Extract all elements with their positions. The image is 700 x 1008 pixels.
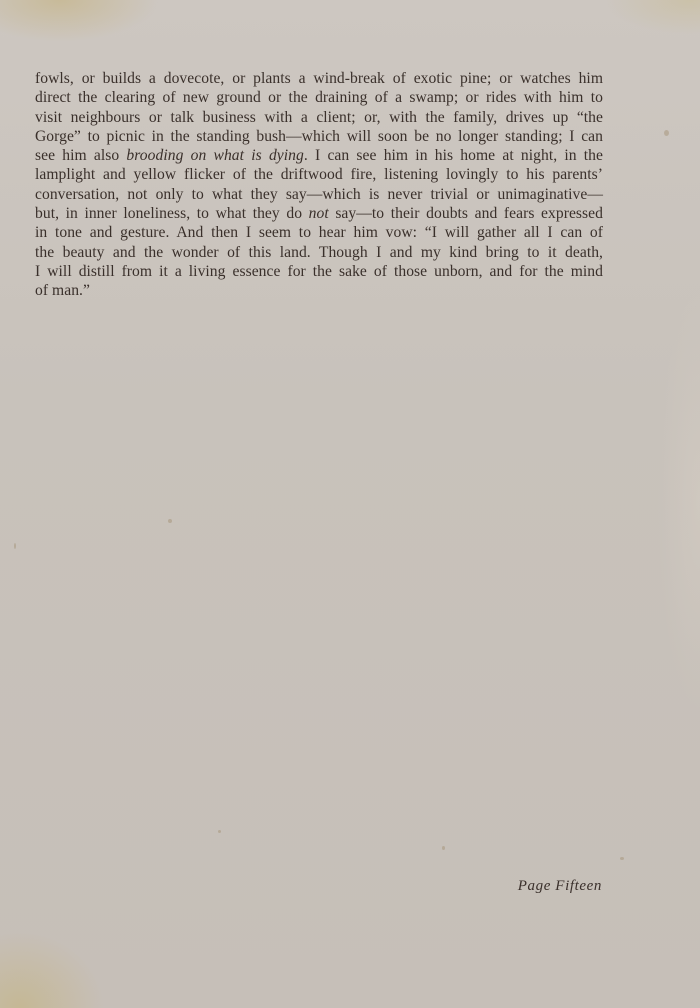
paper-speck (14, 543, 16, 549)
text-line (35, 204, 603, 223)
text-line: of man.” (35, 282, 90, 300)
page-number: Page Fifteen (517, 878, 602, 894)
paper-speck (664, 130, 669, 136)
text-line: I will distill from it a living essence for the sake of those unborn, and for the mind (35, 262, 603, 280)
text-run: see him also (35, 147, 127, 165)
text-line: direct the clearing of new ground or the draining of a swamp; or rides with him to (35, 89, 603, 107)
text-run: but, in inner loneliness, to what they do (35, 205, 309, 223)
emphasized-phrase: brooding on what is dying (126, 147, 304, 165)
text-line (35, 146, 603, 165)
paper-speck (620, 857, 624, 860)
body-paragraph (35, 69, 603, 301)
text-line: Gorge” to picnic in the standing bush—which will soon be no longer standing; I can (35, 127, 603, 145)
paper-speck (442, 846, 445, 850)
text-run: . I can see him in his home at night, in the (303, 147, 603, 165)
text-line: the beauty and the wonder of this land. Though I and my kind bring to it death, (35, 243, 603, 261)
text-line: in tone and gesture. And then I seem to hear him vow: “I will gather all I can of (35, 224, 603, 242)
text-line: lamplight and yellow flicker of the driftwood fire, listening lovingly to his parents’ (35, 166, 603, 184)
emphasized-word: not (308, 205, 329, 223)
text-line: conversation, not only to what they say—which is never trivial or unimaginative— (35, 185, 603, 203)
text-line: fowls, or builds a dovecote, or plants a wind-break of exotic pine; or watches him (35, 70, 603, 87)
paper-speck (218, 830, 221, 833)
paper-speck (168, 519, 172, 523)
text-line: visit neighbours or talk business with a client; or, with the family, drives up “the (35, 108, 603, 126)
text-run: say—to their doubts and fears expressed (328, 205, 603, 223)
